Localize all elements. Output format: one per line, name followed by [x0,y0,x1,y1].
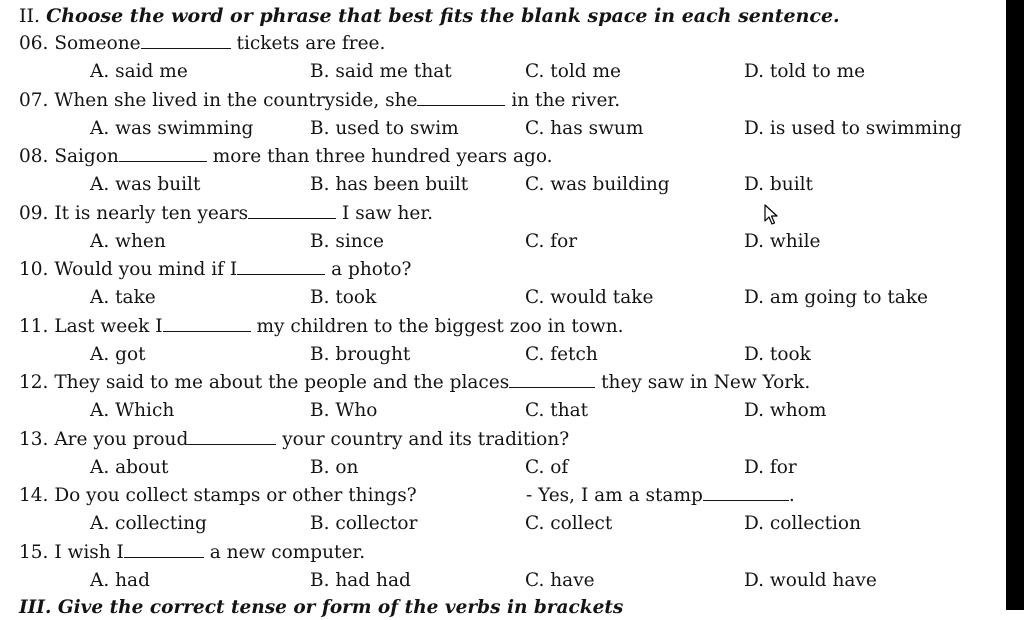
option-c: C. for [525,231,578,252]
question-stem-before: It is nearly ten years [54,203,249,224]
question-number: 15. [19,542,49,563]
option-c: C. collect [525,513,613,534]
option-b: B. took [310,287,377,308]
option-c: C. have [525,570,595,591]
option-c: C. of [525,457,569,478]
option-b: B. since [310,231,384,252]
option-a: A. got [90,344,146,365]
answer-blank [141,34,231,49]
option-a: A. had [90,570,150,591]
reply-before: - Yes, I am a stamp [526,485,703,506]
option-d: D. whom [744,400,827,421]
option-d: D. for [744,457,797,478]
option-a: A. said me [90,61,188,82]
question-stem-after: I saw her. [342,203,434,224]
question-stem-before: Would you mind if I [54,259,238,280]
answer-blank [119,147,207,162]
question-number: 10. [19,259,49,280]
option-b: B. said me that [310,61,452,82]
question-stem-before: Someone [54,33,141,54]
question-stem-before: Last week I [54,316,163,337]
question-10 [19,258,411,282]
question-14-reply [526,484,795,508]
question-13 [19,428,569,452]
option-c: C. has swum [525,118,644,139]
option-d: D. is used to swimming [744,118,962,139]
question-14 [19,484,417,508]
question-stem-after: in the river. [511,90,621,111]
section-instruction: Choose the word or phrase that best fits the blank space in each sentence. [46,5,840,27]
question-number: 13. [19,429,49,450]
option-d: D. while [744,231,821,252]
option-a: A. was built [90,174,201,195]
option-d: D. told to me [744,61,866,82]
option-b: B. had had [310,570,411,591]
question-08 [19,145,553,169]
answer-blank [509,373,595,388]
answer-blank [163,317,251,332]
option-b: B. Who [310,400,378,421]
option-c: C. that [525,400,589,421]
question-stem-after: tickets are free. [236,33,386,54]
option-a: A. collecting [90,513,207,534]
question-stem-before: Are you proud [54,429,189,450]
option-a: A. about [90,457,169,478]
question-06 [19,32,385,56]
option-d: D. would have [744,570,877,591]
question-number: 06. [19,33,49,54]
question-stem-before: They said to me about the people and the places [54,372,510,393]
answer-blank [237,260,325,275]
question-stem-before: I wish I [54,542,124,563]
option-d: D. took [744,344,811,365]
answer-blank [188,430,276,445]
question-number: 12. [19,372,49,393]
answer-blank [248,204,336,219]
option-c: C. would take [525,287,654,308]
question-stem-after: a new computer. [209,542,366,563]
answer-blank [124,543,204,558]
question-11 [19,315,624,339]
question-stem-after: they saw in New York. [601,372,811,393]
option-c: C. fetch [525,344,598,365]
option-a: A. take [90,287,156,308]
question-15 [19,541,365,565]
option-d: D. collection [744,513,861,534]
option-a: A. when [90,231,166,252]
section-number: II. [19,5,41,27]
question-number: 14. [19,485,49,506]
question-07 [19,89,620,113]
option-c: C. was building [525,174,670,195]
option-d: D. am going to take [744,287,928,308]
option-b: B. collector [310,513,418,534]
option-a: A. was swimming [90,118,254,139]
question-12 [19,371,810,395]
reply-after: . [788,485,795,506]
question-number: 09. [19,203,49,224]
question-stem-before: When she lived in the countryside, she [54,90,418,111]
question-stem-after: your country and its tradition? [282,429,570,450]
question-number: 07. [19,90,49,111]
question-09 [19,202,433,226]
question-stem-after: more than three hundred years ago. [212,146,553,167]
option-b: B. on [310,457,359,478]
answer-blank [703,486,789,501]
question-stem: Do you collect stamps or other things? [54,485,417,506]
option-b: B. has been built [310,174,469,195]
option-b: B. used to swim [310,118,459,139]
next-section-heading: III. Give the correct tense or form of the verbs in brackets [19,597,624,618]
question-stem-before: Saigon [54,146,119,167]
question-stem-after: my children to the biggest zoo in town. [256,316,624,337]
option-b: B. brought [310,344,411,365]
option-a: A. Which [90,400,175,421]
mouse-pointer-icon [764,204,780,228]
section-heading [19,4,840,28]
question-stem-after: a photo? [331,259,412,280]
screen-edge-bar [1006,0,1024,610]
answer-blank [417,91,505,106]
question-number: 11. [19,316,49,337]
option-d: D. built [744,174,813,195]
question-number: 08. [19,146,49,167]
option-c: C. told me [525,61,621,82]
